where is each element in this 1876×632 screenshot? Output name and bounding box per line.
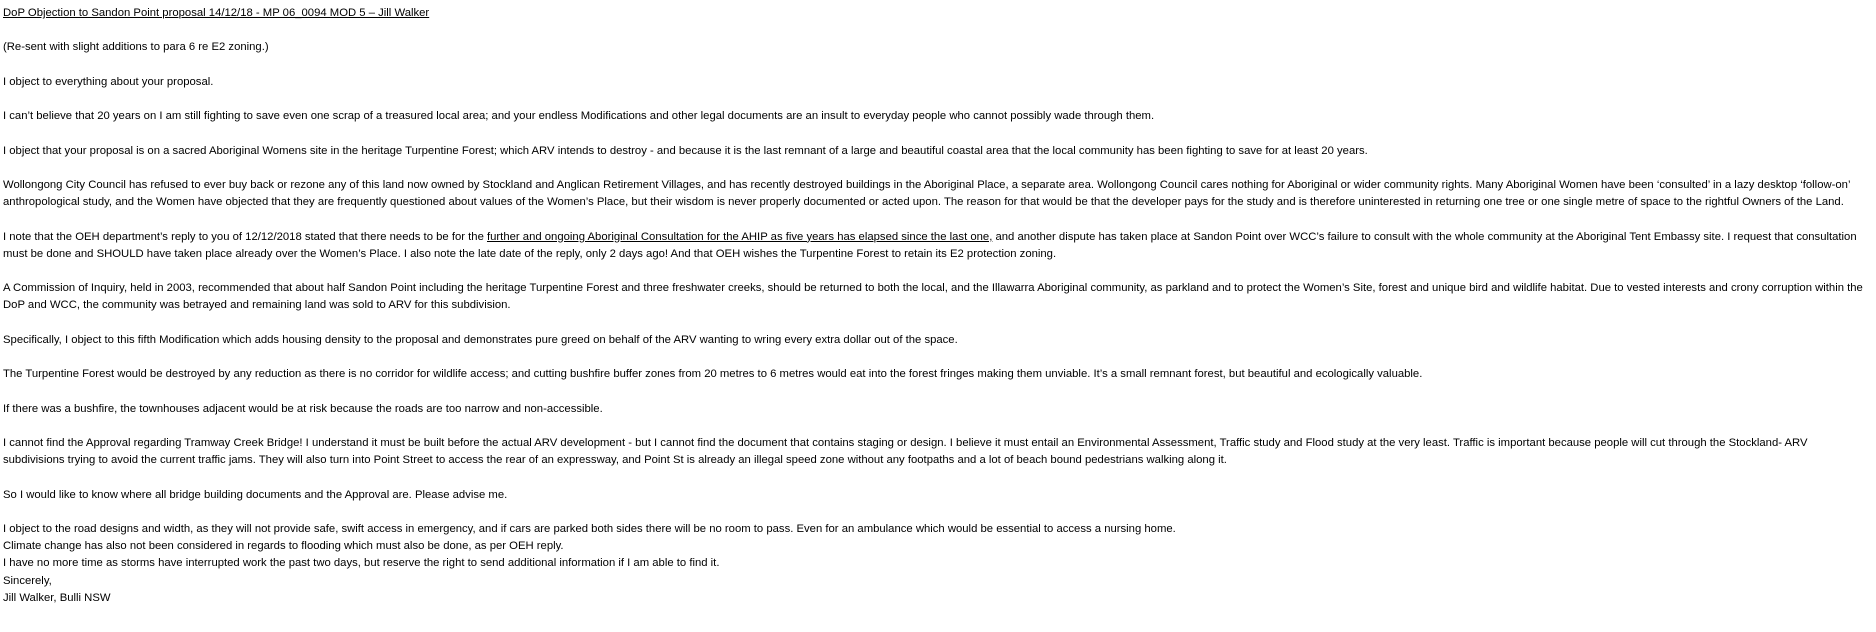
paragraph-8: The Turpentine Forest would be destroyed by any reduction as there is no corridor for wildlife access; and cutting bushfire buffer zones from 20 metres to 6 metres would eat into the forest fringes making them unviable. It’s a small remnant forest, but beautiful and ecologically valuable. bbox=[3, 368, 1423, 381]
signature: Jill Walker, Bulli NSW bbox=[3, 591, 111, 604]
resent-note: (Re-sent with slight additions to para 6 re E2 zoning.) bbox=[3, 41, 269, 54]
paragraph-4: Wollongong City Council has refused to ever buy back or rezone any of this land now owned by Stockland and Anglican Retirement Villages, and has recently destroyed buildings in the Aboriginal Place, a separate area. Wollongong Council cares nothing for Aboriginal or wider community rights. Many Aboriginal Women have been ‘consulted’ in a lazy desktop ‘follow-on’ anthropological study, and the Women have objected that they are frequently questioned about values of the Women’s Place, but their wisdom is never properly documented or acted upon. The reason for that would be that the developer pays for the study and is therefore uninterested in returning one tree or one single metre of space to the rightful Owners of the Land. bbox=[3, 178, 1851, 209]
paragraph-10: I cannot find the Approval regarding Tramway Creek Bridge! I understand it must be built before the actual ARV development - but I cannot find the document that contains staging or design. I believe it must entail an Environmental Assessment, Traffic study and Flood study at the very least. Traffic is important because people will cut through the Stockland- ARV subdivisions trying to avoid the current traffic jams. They will also turn into Point Street to access the rear of an expressway, and Point St is already an illegal speed zone without any footpaths and a lot of beach bound pedestrians walking along it. bbox=[3, 436, 1808, 467]
paragraph-2: I can’t believe that 20 years on I am still fighting to save even one scrap of a treasured local area; and your endless Modifications and other legal documents are an insult to everyday people who cannot possibly wade through them. bbox=[3, 110, 1155, 123]
paragraph-5 bbox=[3, 229, 1869, 263]
paragraph-1: I object to everything about your proposal. bbox=[3, 75, 214, 88]
closing: Sincerely, bbox=[3, 574, 52, 587]
paragraph-11: So I would like to know where all bridge building documents and the Approval are. Please advise me. bbox=[3, 488, 508, 501]
paragraph-5-underlined: further and ongoing Aboriginal Consultation for the AHIP as five years has elapsed since the last one, bbox=[487, 230, 993, 243]
paragraph-9: If there was a bushfire, the townhouses adjacent would be at risk because the roads are too narrow and non-accessible. bbox=[3, 402, 603, 415]
paragraph-7: Specifically, I object to this fifth Modification which adds housing density to the proposal and demonstrates pure greed on behalf of the ARV wanting to wring every extra dollar out of the space. bbox=[3, 333, 958, 346]
paragraph-5-part-2: and another dispute has taken place at Sandon Point over WCC’s failure to consult with the whole community at the Aboriginal Tent Embassy site. I request that consultation must be done and SHOULD have taken place already over the Women’s Place. I also note the late date of the reply, only 2 days ago! And that OEH wishes the Turpentine Forest to retain its E2 protection zoning. bbox=[3, 230, 1857, 260]
document-title: DoP Objection to Sandon Point proposal 14/12/18 - MP 06_0094 MOD 5 – Jill Walker bbox=[3, 7, 430, 19]
paragraph-5-part-1: I note that the OEH department’s reply to you of 12/12/2018 stated that there needs to be for the bbox=[3, 230, 487, 243]
paragraph-12: I object to the road designs and width, as they will not provide safe, swift access in emergency, and if cars are parked both sides there will be no room to pass. Even for an ambulance which would be essential to access a nursing home. bbox=[3, 522, 1176, 535]
paragraph-6: A Commission of Inquiry, held in 2003, recommended that about half Sandon Point including the heritage Turpentine Forest and three freshwater creeks, should be returned to both the local, and the Illawarra Aboriginal community, as parkland and to protect the Women’s Site, forest and unique bird and wildlife habitat. Due to vested interests and crony corruption within the DoP and WCC, the community was betrayed and remaining land was sold to ARV for this subdivision. bbox=[3, 282, 1863, 312]
paragraph-14: I have no more time as storms have interrupted work the past two days, but reserve the right to send additional information if I am able to find it. bbox=[3, 557, 720, 570]
paragraph-3: I object that your proposal is on a sacred Aboriginal Womens site in the heritage Turpentine Forest; which ARV intends to destroy - and because it is the last remnant of a large and beautiful coastal area that the local community has been fighting to save for at least 20 years. bbox=[3, 144, 1368, 157]
paragraph-13: Climate change has also not been considered in regards to flooding which must also be done, as per OEH reply. bbox=[3, 540, 564, 553]
